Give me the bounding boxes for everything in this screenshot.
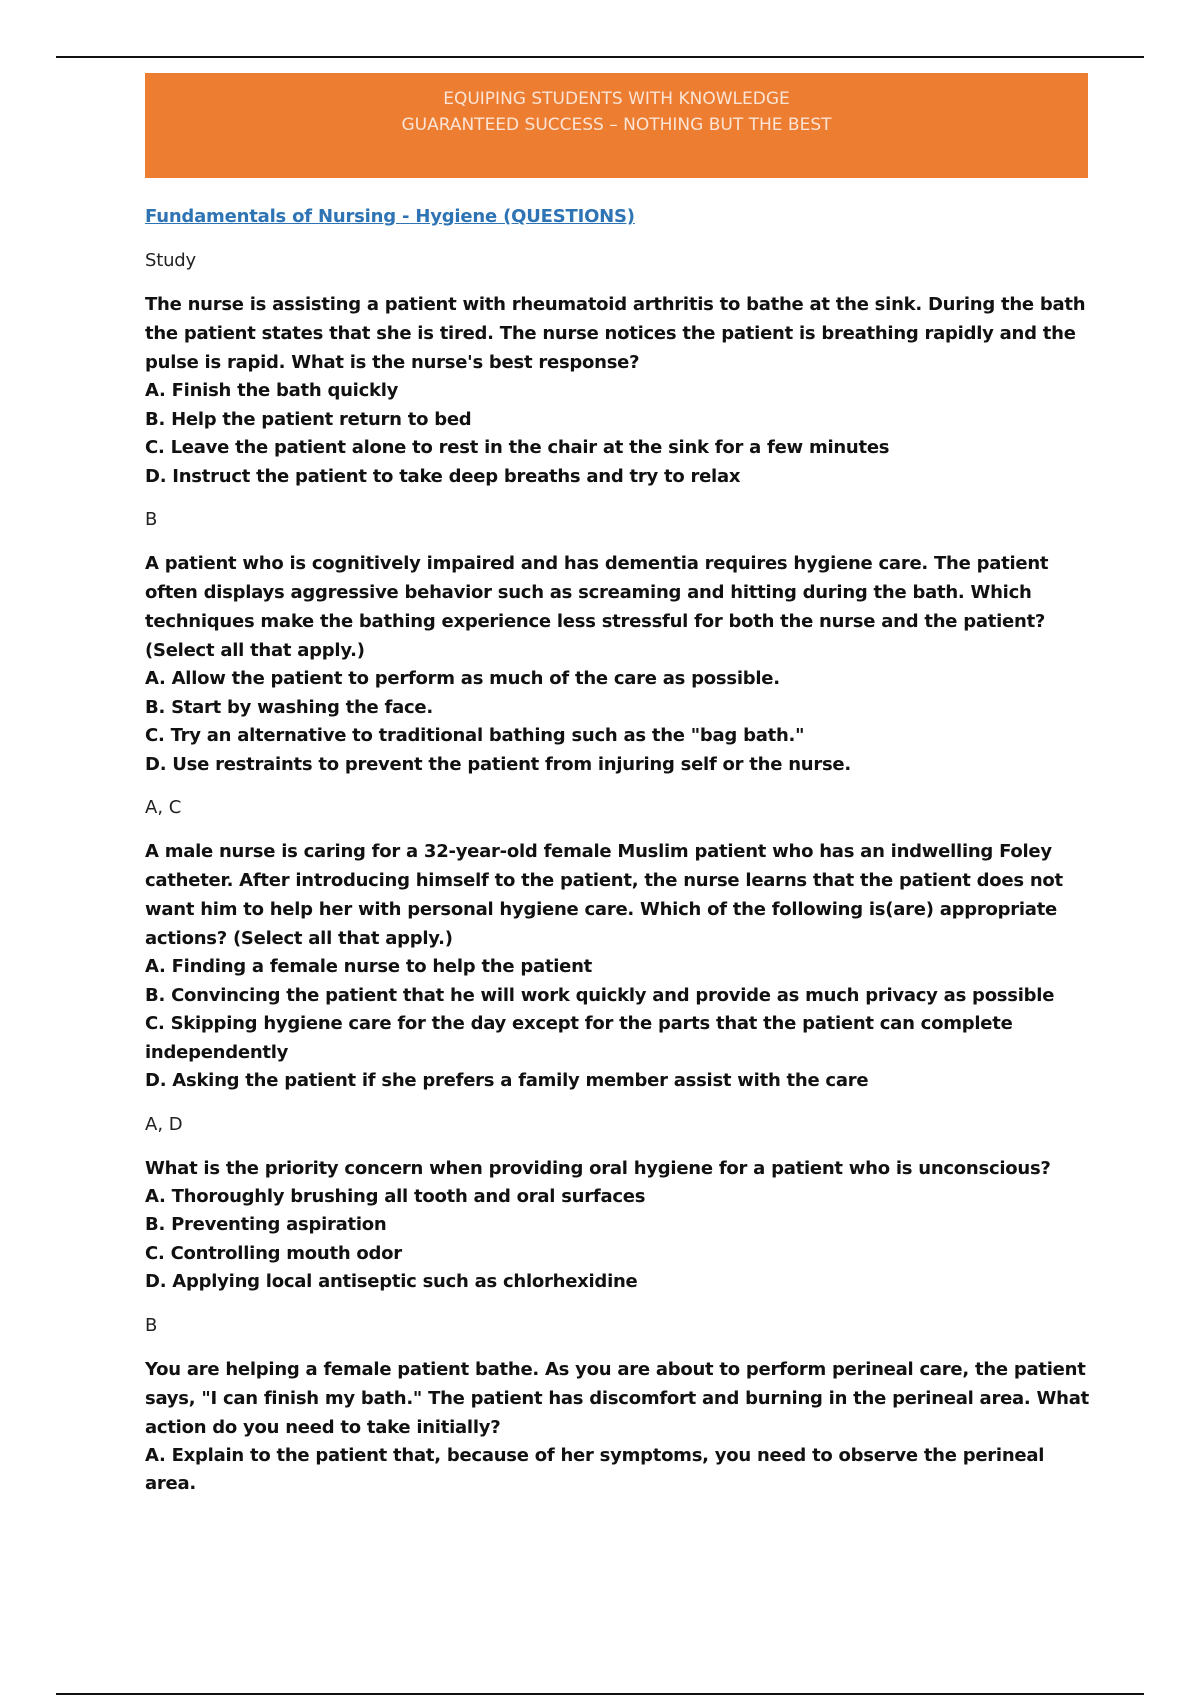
top-rule (56, 56, 1144, 58)
document-body (145, 202, 1090, 1513)
question-block (145, 549, 1090, 823)
option-list (145, 665, 1090, 779)
question-block (145, 290, 1090, 535)
option-item: A. Explain to the patient that, because of her symptoms, you need to observe the perineal area. (145, 1444, 1045, 1494)
option-item: C. Skipping hygiene care for the day except for the parts that the patient can complete independently (145, 1013, 1013, 1063)
option-item: D. Applying local antiseptic such as chlorhexidine (145, 1271, 638, 1292)
question-text: The nurse is assisting a patient with rheumatoid arthritis to bathe at the sink. During the bath the patient states that she is tired. The nurse notices the patient is breathing rapidly and the pulse is rapid. What is the nurse's best response? (145, 294, 1086, 373)
answer-text: A, C (145, 797, 182, 818)
document-title[interactable]: Fundamentals of Nursing - Hygiene (QUESTIONS) (145, 206, 635, 227)
option-item: D. Use restraints to prevent the patient from injuring self or the nurse. (145, 753, 851, 775)
option-item: A. Allow the patient to perform as much of the care as possible. (145, 668, 780, 689)
answer-text: B (145, 1314, 158, 1336)
option-item: B. Help the patient return to bed (145, 408, 472, 430)
option-item: B. Preventing aspiration (145, 1214, 387, 1235)
option-item: A. Finish the bath quickly (145, 380, 399, 401)
option-list (145, 377, 1090, 491)
question-block (145, 1154, 1090, 1341)
option-list (145, 953, 1090, 1096)
option-item: D. Asking the patient if she prefers a family member assist with the care (145, 1070, 869, 1091)
option-item: C. Try an alternative to traditional bathing such as the "bag bath." (145, 725, 805, 746)
option-list (145, 1183, 1090, 1297)
option-item: B. Start by washing the face. (145, 696, 433, 718)
option-list (145, 1442, 1090, 1499)
question-text: A male nurse is caring for a 32-year-old female Muslim patient who has an indwelling Foley catheter. After introducing himself to the patient, the nurse learns that the patient does not want him to help her with personal hygiene care. Which of the following is(are) appropriate actions? (Select all that apply.) (145, 841, 1063, 949)
question-block (145, 837, 1090, 1140)
option-item: D. Instruct the patient to take deep breaths and try to relax (145, 465, 741, 487)
option-item: C. Leave the patient alone to rest in the chair at the sink for a few minutes (145, 437, 890, 458)
study-label: Study (145, 250, 196, 271)
question-text: You are helping a female patient bathe. As you are about to perform perineal care, the patient says, "I can finish my bath." The patient has discomfort and burning in the perineal area. What action do you need to take initially? (145, 1358, 1089, 1438)
question-text: What is the priority concern when providing oral hygiene for a patient who is unconscious? (145, 1157, 1051, 1179)
option-item: B. Convincing the patient that he will work quickly and provide as much privacy as possible (145, 984, 1055, 1006)
question-text: A patient who is cognitively impaired and has dementia requires hygiene care. The patient often displays aggressive behavior such as screaming and hitting during the bath. Which techniques make the bathing experience less stressful for both the nurse and the patient? (Select all that apply.) (145, 553, 1049, 661)
banner-line-2: GUARANTEED SUCCESS – NOTHING BUT THE BEST (401, 115, 832, 135)
answer-text: A, D (145, 1113, 183, 1135)
answer-text: B (145, 509, 158, 530)
option-item: A. Thoroughly brushing all tooth and oral surfaces (145, 1185, 646, 1207)
bottom-rule (56, 1693, 1144, 1695)
option-item: A. Finding a female nurse to help the patient (145, 956, 593, 977)
option-item: C. Controlling mouth odor (145, 1242, 402, 1264)
question-block (145, 1355, 1090, 1499)
header-banner (145, 73, 1088, 178)
banner-line-1: EQUIPING STUDENTS WITH KNOWLEDGE (443, 89, 790, 109)
